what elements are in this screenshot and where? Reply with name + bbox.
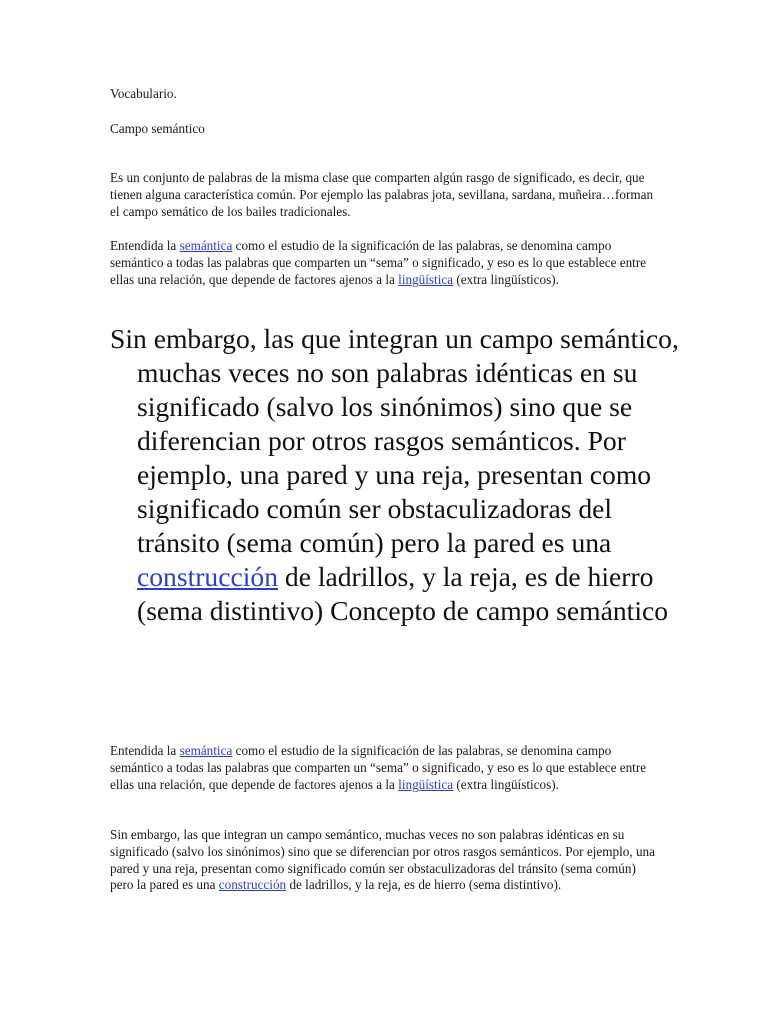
semantics-paragraph [110, 238, 660, 288]
paragraph-text: (extra lingüísticos). [453, 776, 559, 792]
linguistica-link[interactable]: lingüística [398, 271, 454, 287]
paragraph-text: Entendida la [110, 743, 180, 758]
paragraph-text: (extra lingüísticos). [453, 271, 559, 287]
paragraph-text: de ladrillos, y la reja, es de hierro (sema distintivo) Concepto de campo semántico [137, 561, 669, 626]
document-title: Vocabulario. [110, 86, 177, 101]
paragraph-text: Entendida la [110, 238, 180, 253]
paragraph-text: como el estudio de la significación de las palabras, se denomina campo semántico a todas las palabras que comparten un “sema” o significado, y eso es lo que establece entre ellas una relación, que depende de factores ajenos a la [110, 743, 647, 792]
construccion-link[interactable]: construcción [137, 561, 278, 592]
definition-paragraph: Es un conjunto de palabras de la misma clase que comparten algún rasgo de significado, es decir, que tienen alguna característica común. Por ejemplo las palabras jota, sevillana, sardana, muñeira…forman el campo semático de los bailes tradicionales. [110, 170, 654, 219]
large-paragraph [110, 322, 697, 628]
distinction-paragraph [110, 827, 660, 894]
semantica-link[interactable]: semántica [179, 743, 233, 758]
paragraph-text: Sin embargo, las que integran un campo semántico, muchas veces no son palabras idénticas en su significado (salvo los sinónimos) sino que se diferencian por otros rasgos semánticos. Por ejemplo, una pared y una reja, presentan como significado común ser obstaculizadoras del tránsito (sema común) pero la pared es una [110, 827, 655, 893]
linguistica-link[interactable]: lingüística [398, 776, 454, 792]
paragraph-text: como el estudio de la significación de las palabras, se denomina campo semántico a todas las palabras que comparten un “sema” o significado, y eso es lo que establece entre ellas una relación, que depende de factores ajenos a la [110, 238, 647, 287]
paragraph-text: Sin embargo, las que integran un campo semántico, muchas veces no son palabras idénticas en su significado (salvo los sinónimos) sino que se diferencian por otros rasgos semánticos. Por ejemplo, una pared y una reja, presentan como significado común ser obstaculizadoras del tránsito (sema común) pero la pared es una [110, 323, 679, 558]
semantics-paragraph-repeat [110, 743, 660, 793]
paragraph-text: de ladrillos, y la reja, es de hierro (sema distintivo). [286, 877, 562, 893]
semantica-link[interactable]: semántica [179, 238, 233, 253]
construccion-link[interactable]: construcción [218, 877, 287, 893]
section-heading: Campo semántico [110, 121, 205, 136]
